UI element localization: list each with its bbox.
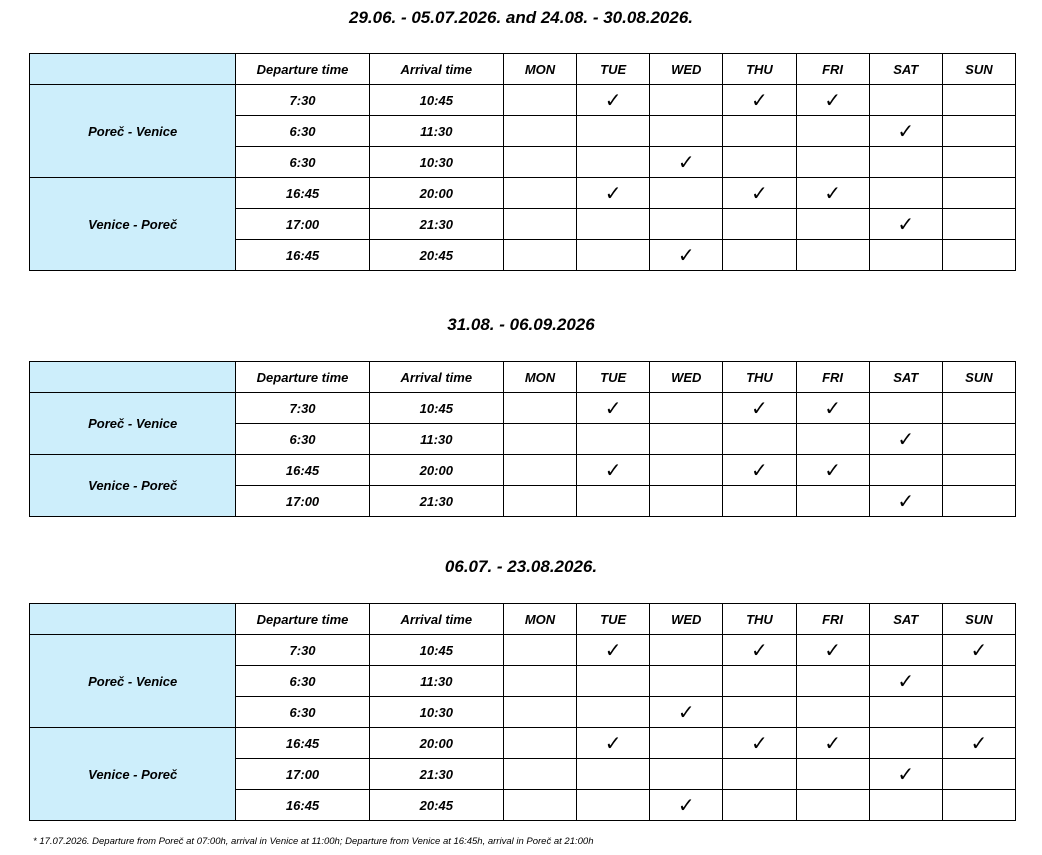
column-header: Departure time	[236, 54, 369, 85]
day-cell	[796, 147, 869, 178]
day-cell	[503, 393, 576, 424]
day-cell	[503, 455, 576, 486]
column-header: FRI	[796, 362, 869, 393]
route-cell: Venice - Poreč	[30, 455, 236, 517]
day-cell	[942, 486, 1015, 517]
day-cell	[796, 697, 869, 728]
check-icon: ✓	[897, 489, 915, 513]
departure-time-cell: 16:45	[236, 728, 369, 759]
column-header: SAT	[869, 54, 942, 85]
departure-time-cell: 17:00	[236, 486, 369, 517]
day-cell	[650, 240, 723, 271]
day-cell	[942, 116, 1015, 147]
check-icon: ✓	[824, 88, 841, 112]
header-row	[30, 362, 1016, 393]
column-header: WED	[650, 362, 723, 393]
day-cell	[577, 424, 650, 455]
arrival-time-cell: 10:45	[369, 393, 503, 424]
day-cell	[869, 759, 942, 790]
check-icon: ✓	[751, 396, 768, 420]
arrival-time-cell: 11:30	[369, 424, 503, 455]
day-cell	[796, 455, 869, 486]
departure-time-cell: 6:30	[236, 424, 369, 455]
table-row	[30, 635, 1016, 666]
day-cell	[869, 728, 942, 759]
day-cell	[723, 147, 796, 178]
check-icon: ✓	[970, 638, 988, 662]
arrival-time-cell: 10:30	[369, 147, 503, 178]
column-header: THU	[723, 362, 796, 393]
check-icon: ✓	[677, 243, 695, 267]
timetable	[29, 361, 1016, 517]
day-cell	[942, 635, 1015, 666]
day-cell	[942, 790, 1015, 821]
check-icon: ✓	[751, 181, 768, 205]
header-corner-cell	[30, 54, 236, 85]
day-cell	[869, 486, 942, 517]
day-cell	[942, 209, 1015, 240]
day-cell	[942, 759, 1015, 790]
day-cell	[869, 455, 942, 486]
check-icon: ✓	[824, 181, 841, 205]
table-row	[30, 455, 1016, 486]
day-cell	[650, 424, 723, 455]
column-header: MON	[503, 604, 576, 635]
day-cell	[942, 85, 1015, 116]
day-cell	[723, 666, 796, 697]
day-cell	[723, 240, 796, 271]
day-cell	[503, 790, 576, 821]
column-header: TUE	[577, 54, 650, 85]
day-cell	[942, 455, 1015, 486]
day-cell	[796, 728, 869, 759]
day-cell	[723, 85, 796, 116]
check-icon: ✓	[751, 638, 768, 662]
day-cell	[796, 666, 869, 697]
route-cell: Venice - Poreč	[30, 728, 236, 821]
route-cell: Poreč - Venice	[30, 85, 236, 178]
column-header: WED	[650, 54, 723, 85]
day-cell	[577, 486, 650, 517]
route-cell: Poreč - Venice	[30, 635, 236, 728]
check-icon: ✓	[604, 88, 622, 112]
day-cell	[650, 455, 723, 486]
day-cell	[869, 790, 942, 821]
day-cell	[577, 240, 650, 271]
check-icon: ✓	[677, 700, 695, 724]
day-cell	[503, 178, 576, 209]
day-cell	[650, 697, 723, 728]
table-row	[30, 85, 1016, 116]
header-corner-cell	[30, 604, 236, 635]
day-cell	[650, 393, 723, 424]
day-cell	[942, 666, 1015, 697]
check-icon: ✓	[824, 638, 841, 662]
column-header: SUN	[942, 54, 1015, 85]
day-cell	[723, 116, 796, 147]
column-header: TUE	[577, 604, 650, 635]
day-cell	[577, 697, 650, 728]
day-cell	[577, 759, 650, 790]
column-header: FRI	[796, 54, 869, 85]
check-icon: ✓	[897, 669, 915, 693]
day-cell	[942, 697, 1015, 728]
day-cell	[650, 116, 723, 147]
check-icon: ✓	[897, 119, 915, 143]
day-cell	[723, 790, 796, 821]
day-cell	[503, 759, 576, 790]
arrival-time-cell: 10:30	[369, 697, 503, 728]
day-cell	[723, 635, 796, 666]
day-cell	[577, 666, 650, 697]
day-cell	[796, 790, 869, 821]
departure-time-cell: 16:45	[236, 240, 369, 271]
column-header: MON	[503, 54, 576, 85]
arrival-time-cell: 21:30	[369, 759, 503, 790]
period-title: 06.07. - 23.08.2026.	[444, 557, 598, 576]
day-cell	[577, 790, 650, 821]
day-cell	[869, 85, 942, 116]
day-cell	[869, 116, 942, 147]
day-cell	[650, 85, 723, 116]
day-cell	[577, 393, 650, 424]
check-icon: ✓	[604, 396, 622, 420]
day-cell	[577, 635, 650, 666]
footnote: * 17.07.2026. Departure from Poreč at 07:00h, arrival in Venice at 11:00h; Departure from Venice at 16:45h, arrival in Poreč at 21:00h	[33, 836, 594, 847]
arrival-time-cell: 20:45	[369, 790, 503, 821]
check-icon: ✓	[604, 731, 622, 755]
day-cell	[650, 209, 723, 240]
departure-time-cell: 6:30	[236, 666, 369, 697]
day-cell	[650, 728, 723, 759]
day-cell	[577, 116, 650, 147]
departure-time-cell: 17:00	[236, 759, 369, 790]
day-cell	[796, 486, 869, 517]
column-header: FRI	[796, 604, 869, 635]
departure-time-cell: 7:30	[236, 85, 369, 116]
column-header: Departure time	[236, 362, 369, 393]
arrival-time-cell: 10:45	[369, 635, 503, 666]
check-icon: ✓	[824, 731, 841, 755]
day-cell	[942, 728, 1015, 759]
day-cell	[796, 424, 869, 455]
day-cell	[796, 759, 869, 790]
check-icon: ✓	[897, 762, 915, 786]
day-cell	[869, 240, 942, 271]
arrival-time-cell: 21:30	[369, 209, 503, 240]
day-cell	[503, 666, 576, 697]
arrival-time-cell: 11:30	[369, 116, 503, 147]
departure-time-cell: 16:45	[236, 790, 369, 821]
header-corner-cell	[30, 362, 236, 393]
day-cell	[942, 393, 1015, 424]
route-cell: Venice - Poreč	[30, 178, 236, 271]
check-icon: ✓	[824, 396, 841, 420]
check-icon: ✓	[751, 88, 768, 112]
day-cell	[723, 209, 796, 240]
day-cell	[503, 635, 576, 666]
day-cell	[942, 240, 1015, 271]
check-icon: ✓	[677, 793, 695, 817]
departure-time-cell: 17:00	[236, 209, 369, 240]
column-header: THU	[723, 54, 796, 85]
day-cell	[577, 209, 650, 240]
day-cell	[796, 116, 869, 147]
arrival-time-cell: 20:00	[369, 455, 503, 486]
check-icon: ✓	[604, 638, 622, 662]
day-cell	[503, 85, 576, 116]
table-row	[30, 178, 1016, 209]
day-cell	[503, 486, 576, 517]
day-cell	[650, 178, 723, 209]
arrival-time-cell: 20:00	[369, 178, 503, 209]
column-header: Departure time	[236, 604, 369, 635]
departure-time-cell: 6:30	[236, 697, 369, 728]
arrival-time-cell: 10:45	[369, 85, 503, 116]
column-header: SUN	[942, 362, 1015, 393]
day-cell	[869, 666, 942, 697]
check-icon: ✓	[970, 731, 988, 755]
timetable	[29, 53, 1016, 271]
day-cell	[577, 85, 650, 116]
day-cell	[503, 697, 576, 728]
header-row	[30, 54, 1016, 85]
day-cell	[503, 728, 576, 759]
arrival-time-cell: 20:45	[369, 240, 503, 271]
day-cell	[942, 147, 1015, 178]
day-cell	[723, 728, 796, 759]
day-cell	[869, 424, 942, 455]
day-cell	[869, 635, 942, 666]
day-cell	[723, 759, 796, 790]
departure-time-cell: 7:30	[236, 635, 369, 666]
day-cell	[796, 393, 869, 424]
day-cell	[869, 209, 942, 240]
day-cell	[869, 697, 942, 728]
day-cell	[723, 178, 796, 209]
check-icon: ✓	[824, 458, 841, 482]
period-title: 31.08. - 06.09.2026	[447, 315, 595, 334]
departure-time-cell: 6:30	[236, 116, 369, 147]
departure-time-cell: 7:30	[236, 393, 369, 424]
departure-time-cell: 16:45	[236, 455, 369, 486]
check-icon: ✓	[897, 427, 915, 451]
day-cell	[650, 759, 723, 790]
check-icon: ✓	[604, 458, 622, 482]
day-cell	[869, 147, 942, 178]
header-row	[30, 604, 1016, 635]
day-cell	[723, 393, 796, 424]
day-cell	[650, 486, 723, 517]
day-cell	[503, 240, 576, 271]
day-cell	[723, 486, 796, 517]
day-cell	[577, 178, 650, 209]
check-icon: ✓	[897, 212, 915, 236]
day-cell	[503, 147, 576, 178]
day-cell	[869, 178, 942, 209]
day-cell	[577, 455, 650, 486]
day-cell	[503, 116, 576, 147]
day-cell	[796, 85, 869, 116]
check-icon: ✓	[677, 150, 695, 174]
day-cell	[503, 209, 576, 240]
departure-time-cell: 6:30	[236, 147, 369, 178]
day-cell	[723, 697, 796, 728]
route-cell: Poreč - Venice	[30, 393, 236, 455]
day-cell	[796, 240, 869, 271]
column-header: WED	[650, 604, 723, 635]
check-icon: ✓	[751, 458, 768, 482]
arrival-time-cell: 11:30	[369, 666, 503, 697]
column-header: SAT	[869, 362, 942, 393]
day-cell	[650, 666, 723, 697]
day-cell	[650, 147, 723, 178]
column-header: Arrival time	[369, 362, 503, 393]
column-header: MON	[503, 362, 576, 393]
table-row	[30, 393, 1016, 424]
check-icon: ✓	[604, 181, 622, 205]
day-cell	[723, 424, 796, 455]
day-cell	[796, 635, 869, 666]
arrival-time-cell: 20:00	[369, 728, 503, 759]
timetable	[29, 603, 1016, 821]
day-cell	[942, 424, 1015, 455]
column-header: Arrival time	[369, 54, 503, 85]
day-cell	[650, 635, 723, 666]
day-cell	[577, 728, 650, 759]
day-cell	[503, 424, 576, 455]
day-cell	[942, 178, 1015, 209]
arrival-time-cell: 21:30	[369, 486, 503, 517]
table-row	[30, 728, 1016, 759]
column-header: TUE	[577, 362, 650, 393]
column-header: SAT	[869, 604, 942, 635]
day-cell	[869, 393, 942, 424]
day-cell	[796, 178, 869, 209]
day-cell	[577, 147, 650, 178]
column-header: THU	[723, 604, 796, 635]
day-cell	[650, 790, 723, 821]
day-cell	[723, 455, 796, 486]
departure-time-cell: 16:45	[236, 178, 369, 209]
day-cell	[796, 209, 869, 240]
column-header: SUN	[942, 604, 1015, 635]
check-icon: ✓	[751, 731, 768, 755]
period-title: 29.06. - 05.07.2026. and 24.08. - 30.08.2026.	[348, 8, 694, 27]
column-header: Arrival time	[369, 604, 503, 635]
